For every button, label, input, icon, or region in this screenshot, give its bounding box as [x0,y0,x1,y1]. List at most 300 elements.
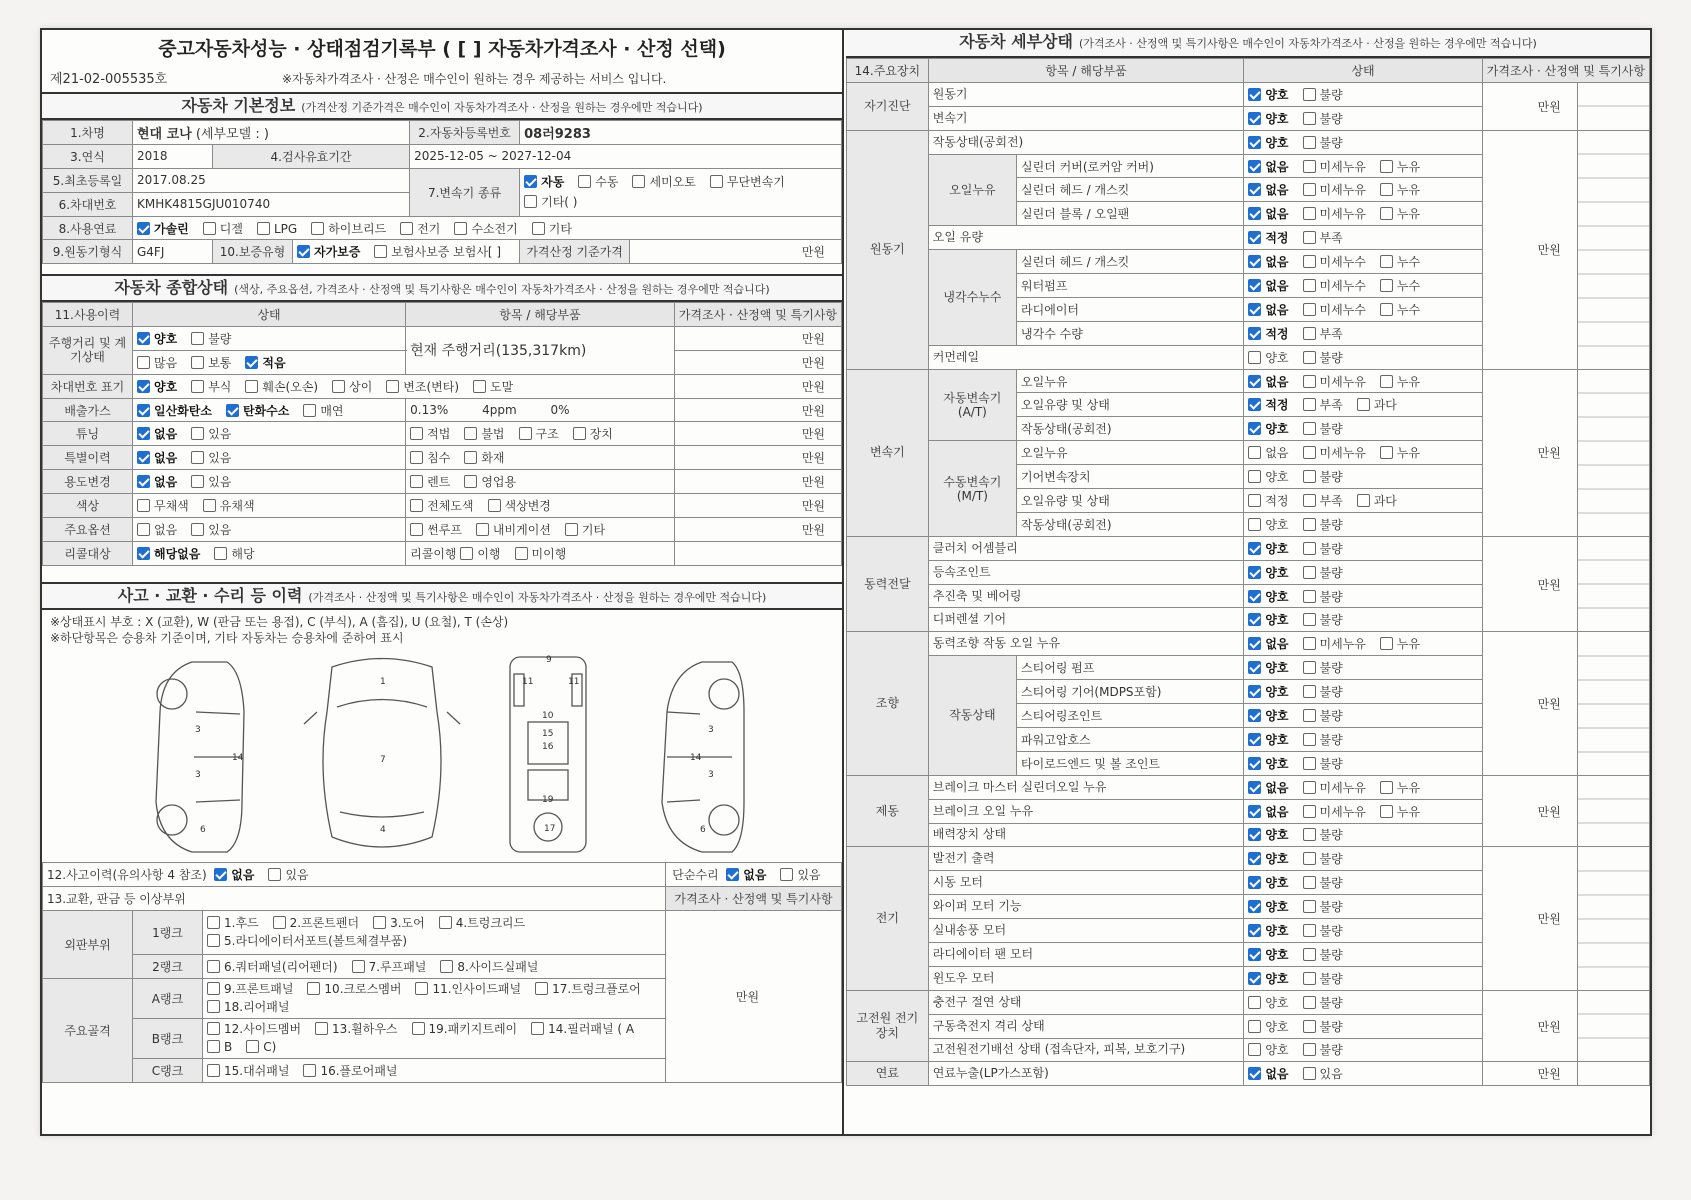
checkbox-icon [1248,422,1261,435]
checkbox-option[interactable]: 전기 [400,220,440,237]
checkbox-icon [1380,255,1393,268]
checkbox-option[interactable]: 없음 [1248,803,1288,820]
checkbox-option[interactable]: 미세누수 [1303,253,1366,270]
checkbox-icon [1248,207,1261,220]
checkbox-icon [473,380,486,393]
checkbox-icon [1248,972,1261,985]
checkbox-option[interactable]: 양호 [1248,731,1288,748]
checkbox-option[interactable]: 부족 [1303,229,1343,246]
checkbox-option[interactable]: 없음 [1248,253,1288,270]
checkbox-option[interactable]: 18.리어패널 [207,998,289,1016]
checkbox-icon [1380,279,1393,292]
checkbox-option[interactable]: 없음 [214,866,254,883]
checkbox-icon [1303,112,1316,125]
checkbox-option[interactable]: 14.필러패널 ( A [531,1020,634,1038]
checkbox-icon [1248,924,1261,937]
checkbox-option[interactable]: 불량 [1303,707,1343,724]
checkbox-option[interactable]: 양호 [1248,970,1288,987]
checkbox-option[interactable]: 썬루프 [410,521,462,538]
checkbox-option[interactable]: 양호 [1248,707,1288,724]
checkbox-option[interactable]: 없음 [137,521,177,538]
checkbox-option[interactable]: 불량 [1303,588,1343,605]
checkbox-option[interactable]: 적정 [1248,325,1288,342]
checkbox-option[interactable]: 적정 [1248,492,1288,509]
checkbox-option[interactable]: 양호 [1248,898,1288,915]
checkbox-option[interactable]: 양호 [1248,420,1288,437]
checkbox-option[interactable]: 불량 [1303,564,1343,581]
checkbox-icon [1248,446,1261,459]
checkbox-icon [1248,900,1261,913]
checkbox-option[interactable]: 없음 [1248,277,1288,294]
checkbox-option[interactable]: 없음 [137,473,177,490]
checkbox-option[interactable]: 없음 [1248,301,1288,318]
checkbox-icon [257,222,270,235]
checkbox-option[interactable]: 수소전기 [454,220,517,237]
checkbox-option[interactable]: 불량 [1303,874,1343,891]
checkbox-icon [1303,805,1316,818]
checkbox-icon [246,1040,259,1053]
checkbox-option[interactable]: 전체도색 [410,497,473,514]
checkbox-option[interactable]: 기타 [532,220,572,237]
checkbox-option[interactable]: 무단변속기 [710,172,785,192]
checkbox-icon [573,427,586,440]
checkbox-option[interactable]: 불량 [1303,1018,1343,1035]
checkbox-option[interactable]: 부식 [191,378,231,395]
checkbox-option[interactable]: 없음 [137,449,177,466]
svg-text:4: 4 [380,825,386,835]
checkbox-option[interactable]: 디젤 [203,220,243,237]
checkbox-icon [1248,781,1261,794]
checkbox-icon [1303,446,1316,459]
checkbox-option[interactable]: 양호 [137,330,177,347]
checkbox-option[interactable]: 불량 [1303,1041,1343,1058]
left-page [42,30,844,1134]
checkbox-icon [1303,900,1316,913]
checkbox-option[interactable]: 불량 [1303,970,1343,987]
checkbox-icon [1248,996,1261,1009]
svg-text:11: 11 [568,677,580,687]
checkbox-option[interactable]: 있음 [191,521,231,538]
vehicle-diagram [132,652,772,862]
checkbox-option[interactable]: 19.패키지트레이 [412,1020,518,1038]
checkbox-option[interactable]: 불량 [1303,659,1343,676]
checkbox-icon [1303,494,1316,507]
checkbox-option[interactable]: 불량 [1303,683,1343,700]
checkbox-icon [1303,398,1316,411]
checkbox-option[interactable]: 자가보증 [297,243,360,260]
accident-table: 12.사고이력(유의사항 4 참조) 없음 있음 단순수리 없음 있음 13.교환, 판금 등 이상부위 가격조사 · 산정액 및 특기사항 외판부위 1랭크 1.후드 2.프론트펜더 3.도어 4.트렁크리드5.라디에이터서포트(볼트체결부품) 만원 2랭크 6.쿼터패널(리어펜더) 7.루프패널 8.사이드실패널 주요골격 A랭크 9.프론트패널 10.크로스멤버 11.인사이드패널 17.트렁크플로어18.리어패널 B랭크 12.사이드멤버 13.휠하우스 19.패키지트레이 14.필러패널 ( AB C) C랭크 15.대쉬패널 16.플로어패널 [42,862,842,1083]
checkbox-option[interactable]: 불량 [1303,420,1343,437]
checkbox-icon [1248,566,1261,579]
checkbox-icon [137,547,150,560]
checkbox-icon [1303,136,1316,149]
svg-text:1: 1 [380,677,386,687]
checkbox-option[interactable]: 양호 [1248,1018,1288,1035]
checkbox-option[interactable]: 세미오토 [632,172,695,192]
checkbox-option[interactable]: 과다 [1357,396,1397,413]
checkbox-option[interactable]: 불량 [1303,516,1343,533]
checkbox-icon [297,245,310,258]
checkbox-option[interactable]: 7.루프패널 [352,958,427,975]
checkbox-option[interactable]: 누유 [1380,444,1420,461]
checkbox-icon [1248,398,1261,411]
checkbox-option[interactable]: 적정 [1248,396,1288,413]
svg-text:6: 6 [700,825,706,835]
checkbox-icon [137,427,150,440]
checkbox-option[interactable]: 해당없음 [137,545,200,562]
checkbox-option[interactable]: 도말 [473,378,513,395]
checkbox-option[interactable]: 양호 [1248,349,1288,366]
checkbox-option[interactable]: 미세누유 [1303,635,1366,652]
checkbox-option[interactable]: 적법 [410,425,450,442]
checkbox-option[interactable]: 양호 [1248,468,1288,485]
checkbox-icon [1248,876,1261,889]
checkbox-option[interactable]: 없음 [1248,779,1288,796]
checkbox-icon [1380,637,1393,650]
checkbox-icon [1380,160,1393,173]
checkbox-option[interactable]: 누수 [1380,253,1420,270]
checkbox-option[interactable]: 11.인사이드패널 [415,980,521,998]
checkbox-option[interactable]: 양호 [1248,659,1288,676]
checkbox-option[interactable]: 양호 [1248,516,1288,533]
checkbox-option[interactable]: 4.트렁크리드 [439,914,525,932]
checkbox-option[interactable]: 화재 [464,449,504,466]
checkbox-option[interactable]: 불량 [1303,946,1343,963]
checkbox-icon [1303,183,1316,196]
checkbox-option[interactable]: 있음 [191,425,231,442]
checkbox-icon [1303,733,1316,746]
checkbox-icon [226,404,239,417]
checkbox-option[interactable]: 없음 [1248,158,1288,175]
svg-text:10: 10 [542,711,554,721]
checkbox-option[interactable]: 없음 [726,866,766,883]
checkbox-icon [476,523,489,536]
checkbox-option[interactable]: 훼손(오손) [245,378,318,395]
checkbox-option[interactable]: 누수 [1380,277,1420,294]
checkbox-icon [352,960,365,973]
checkbox-option[interactable]: 양호 [1248,874,1288,891]
detail-heading: 자동차 세부상태 (가격조사 · 산정액 및 특기사항은 매수인이 자동차가격조사 · 산정을 원하는 경우에만 적습니다) [846,30,1650,58]
checkbox-icon [1303,160,1316,173]
checkbox-option[interactable]: 양호 [1248,86,1288,103]
checkbox-icon [1248,661,1261,674]
checkbox-icon [307,982,320,995]
checkbox-option[interactable]: 있음 [780,866,820,883]
checkbox-icon [1248,494,1261,507]
checkbox-option[interactable]: 보통 [191,354,231,371]
checkbox-option[interactable]: 미세누수 [1303,301,1366,318]
svg-text:9: 9 [546,655,552,665]
checkbox-option[interactable]: 없음 [1248,373,1288,390]
checkbox-icon [386,380,399,393]
checkbox-option[interactable]: 수동 [578,172,618,192]
checkbox-option[interactable]: C) [246,1038,276,1056]
checkbox-option[interactable]: 미세누유 [1303,158,1366,175]
checkbox-option[interactable]: 양호 [1248,540,1288,557]
checkbox-option[interactable]: 미세누유 [1303,444,1366,461]
checkbox-icon [726,868,739,881]
checkbox-option[interactable]: 미이행 [515,545,567,562]
checkbox-option[interactable]: 미세누유 [1303,803,1366,820]
checkbox-option[interactable]: 자동 [524,172,564,192]
detail-table: 14.주요장치 항목 / 해당부품 상태 가격조사 · 산정액 및 특기사항 자기진단 원동기 양호 불량 만원 변속기 양호 불량 원동기 작동상태(공회전) 양호 불량 만원 오일누유 실린더 커버(로커암 커버) 없음 미세누유 누유 실린더 헤드 / 개스킷 없음 미세누유 누유 실린더 블록 / 오일팬 없음 미세누유 누유 오일 유량 적정 부족 냉각수누수 실린더 헤드 / 개스킷 없음 미세누수 누수 워터펌프 없음 미세누수 누수 라디에이터 없음 미세누수 누수 냉각수 수량 적정 부족 커먼레일 양호 불량 변속기 자동변속기 (A/T) 오일누유 없음 미세누유 누유 만원 오일유량 및 상태 적정 부족 과다 작동상태(공회전) 양호 불량 수동변속기 (M/T) 오일누유 없음 미세누유 누유 기어변속장치 양호 불량 오일유량 및 상태 적정 부족 과다 작동상태(공회전) 양호 불량 동력전달 클러치 어셈블리 양호 불량 만원 등속조인트 양호 불량 추진축 및 베어링 양호 불량 디퍼렌셜 기어 양호 불량 조향 동력조향 작동 오일 누유 없음 미세누유 누유 만원 작동상태 스티어링 펌프 양호 불량 스티어링 기어(MDPS포함) 양호 불량 스티어링조인트 양호 불량 파워고압호스 양호 불량 타이로드엔드 및 볼 조인트 양호 불량 제동 브레이크 마스터 실린더오일 누유 없음 미세누유 누유 만원 브레이크 오일 누유 없음 미세누유 누유 배력장치 상태 양호 불량 전기 발전기 출력 양호 불량 만원 시동 모터 양호 불량 와이퍼 모터 기능 양호 불량 실내송풍 모터 양호 불량 라디에이터 팬 모터 양호 불량 윈도우 모터 양호 불량 고전원 전기장치 충전구 절연 상태 양호 불량 만원 구동축전지 격리 상태 양호 불량 고전원전기배선 상태 (접속단자, 피복, 보호기구) 양호 불량 연료 연료누출(LP가스포함) 없음 있음 만원 [846,58,1650,1086]
checkbox-icon [532,222,545,235]
checkbox-option[interactable]: 양호 [1248,110,1288,127]
checkbox-icon [191,427,204,440]
checkbox-icon [1357,398,1370,411]
checkbox-option[interactable]: 없음 [1248,181,1288,198]
checkbox-icon [137,332,150,345]
checkbox-option[interactable]: 불량 [1303,731,1343,748]
checkbox-icon [1248,805,1261,818]
checkbox-option[interactable]: 양호 [1248,588,1288,605]
checkbox-option[interactable]: 9.프론트패널 [207,980,293,998]
checkbox-icon [374,245,387,258]
checkbox-icon [1303,996,1316,1009]
checkbox-option[interactable]: 누유 [1380,373,1420,390]
checkbox-option[interactable]: 불량 [1303,468,1343,485]
checkbox-option[interactable]: 불량 [1303,134,1343,151]
checkbox-option[interactable]: 누유 [1380,181,1420,198]
checkbox-option[interactable]: 누수 [1380,301,1420,318]
checkbox-option[interactable]: 6.쿼터패널(리어펜더) [207,958,338,975]
checkbox-option[interactable]: 적음 [245,354,285,371]
checkbox-option[interactable]: 많음 [137,354,177,371]
checkbox-icon [1248,828,1261,841]
checkbox-option[interactable]: 보험사보증 보험사[ ] [374,243,501,260]
checkbox-icon [1303,351,1316,364]
checkbox-option[interactable]: 불량 [191,330,231,347]
checkbox-option[interactable]: 미세누유 [1303,181,1366,198]
svg-text:14: 14 [690,753,702,763]
checkbox-option[interactable]: 누유 [1380,635,1420,652]
checkbox-option[interactable]: 불량 [1303,349,1343,366]
checkbox-icon [1248,1067,1261,1080]
checkbox-option[interactable]: 영업용 [464,473,516,490]
checkbox-option[interactable]: 누유 [1380,205,1420,222]
checkbox-option[interactable]: 침수 [410,449,450,466]
checkbox-icon [1248,1043,1261,1056]
checkbox-option[interactable]: 있음 [191,473,231,490]
checkbox-option[interactable]: 있음 [1303,1065,1343,1082]
checkbox-icon [400,222,413,235]
svg-text:6: 6 [200,825,206,835]
checkbox-option[interactable]: 양호 [1248,134,1288,151]
checkbox-option[interactable]: 과다 [1357,492,1397,509]
checkbox-option[interactable]: 내비게이션 [476,521,551,538]
service-notice: ※자동차가격조사 · 산정은 매수인이 원하는 경우 제공하는 서비스 입니다. [282,72,667,86]
checkbox-icon [1303,566,1316,579]
checkbox-option[interactable]: 변조(변타) [386,378,459,395]
checkbox-option[interactable]: 부족 [1303,492,1343,509]
checkbox-option[interactable]: 양호 [1248,683,1288,700]
checkbox-option[interactable]: 기타( ) [524,192,577,212]
checkbox-option[interactable]: 5.라디에이터서포트(볼트체결부품) [207,932,407,950]
checkbox-option[interactable]: 불법 [464,425,504,442]
checkbox-icon [207,1022,220,1035]
checkbox-option[interactable]: 양호 [1248,755,1288,772]
checkbox-icon [214,868,227,881]
checkbox-icon [1303,1043,1316,1056]
checkbox-icon [1380,805,1393,818]
checkbox-icon [578,175,591,188]
checkbox-option[interactable]: 3.도어 [373,914,425,932]
checkbox-option[interactable]: 불량 [1303,611,1343,628]
checkbox-icon [454,222,467,235]
checkbox-icon [137,356,150,369]
serial-number: 제21-02-005535호 [50,72,168,87]
checkbox-option[interactable]: 1.후드 [207,914,259,932]
checkbox-option[interactable]: 미세누수 [1303,277,1366,294]
checkbox-icon [1380,183,1393,196]
checkbox-icon [632,175,645,188]
checkbox-icon [1248,852,1261,865]
checkbox-option[interactable]: 무채색 [137,497,189,514]
checkbox-option[interactable]: 해당 [214,545,254,562]
checkbox-option[interactable]: 양호 [1248,1041,1288,1058]
checkbox-option[interactable]: B [207,1038,232,1056]
checkbox-option[interactable]: 양호 [1248,826,1288,843]
checkbox-option[interactable]: 양호 [137,378,177,395]
checkbox-option[interactable]: 미세누유 [1303,779,1366,796]
checkbox-icon [1380,303,1393,316]
checkbox-icon [245,356,258,369]
checkbox-option[interactable]: 불량 [1303,994,1343,1011]
checkbox-option[interactable]: LPG [257,222,297,236]
checkbox-icon [191,380,204,393]
checkbox-option[interactable]: 없음 [137,425,177,442]
checkbox-option[interactable]: 불량 [1303,540,1343,557]
checkbox-option[interactable]: 누유 [1380,803,1420,820]
checkbox-icon [1303,88,1316,101]
checkbox-option[interactable]: 불량 [1303,86,1343,103]
checkbox-icon [191,356,204,369]
checkbox-icon [1303,590,1316,603]
checkbox-option[interactable]: 있음 [191,449,231,466]
checkbox-icon [1248,351,1261,364]
checkbox-option[interactable]: 누유 [1380,779,1420,796]
checkbox-option[interactable]: 17.트렁크플로어 [535,980,641,998]
right-page [846,30,1650,1134]
svg-text:15: 15 [542,729,554,739]
checkbox-option[interactable]: 13.휠하우스 [315,1020,397,1038]
overall-status-table: 11.사용이력 상태 항목 / 해당부품 가격조사 · 산정액 및 특기사항 주행거리 및 계기상태 양호 불량 현재 주행거리(135,317km) 만원 많음 보통 적음 만원 차대번호 표기 양호 부식 훼손(오손) 상이 변조(변타) 도말 만원 배출가스 일산화탄소 탄화수소 매연 0.13% 4ppm 0% 만원 튜닝 없음 있음 적법 불법 구조 장치 만원 특별이력 없음 있음 침수 화재 만원 용도변경 없음 있음 렌트 영업용 만원 색상 무채색 유채색 전체도색 색상변경 만원 주요옵션 없음 있음 썬루프 내비게이션 기타 만원 리콜대상 해당없음 해당 리콜이행 이행 미이행 [42,302,842,566]
checkbox-option[interactable]: 없음 [1248,635,1288,652]
checkbox-option[interactable]: 15.대쉬패널 [207,1062,289,1079]
checkbox-option[interactable]: 없음 [1248,1065,1288,1082]
checkbox-icon [1303,518,1316,531]
checkbox-option[interactable]: 적정 [1248,229,1288,246]
checkbox-icon [1248,470,1261,483]
checkbox-icon [1303,255,1316,268]
checkbox-option[interactable]: 불량 [1303,922,1343,939]
svg-text:3: 3 [195,770,201,780]
checkbox-option[interactable]: 없음 [1248,444,1288,461]
checkbox-icon [1248,709,1261,722]
checkbox-icon [535,982,548,995]
checkbox-icon [214,547,227,560]
checkbox-icon [440,960,453,973]
checkbox-option[interactable]: 부족 [1303,325,1343,342]
checkbox-option[interactable]: 기타 [565,521,605,538]
checkbox-icon [1248,733,1261,746]
checkbox-option[interactable]: 16.플로어패널 [303,1062,397,1079]
checkbox-option[interactable]: 상이 [332,378,372,395]
checkbox-icon [1248,231,1261,244]
checkbox-option[interactable]: 미세누유 [1303,373,1366,390]
checkbox-option[interactable]: 양호 [1248,850,1288,867]
checkbox-option[interactable]: 불량 [1303,110,1343,127]
checkbox-icon [1248,279,1261,292]
checkbox-option[interactable]: 불량 [1303,898,1343,915]
checkbox-option[interactable]: 불량 [1303,850,1343,867]
passenger-car-note: ※하단항목은 승용차 기준이며, 기타 자동차는 승용차에 준하여 표시 [50,631,404,645]
checkbox-icon [460,547,473,560]
checkbox-icon [410,427,423,440]
checkbox-icon [1248,303,1261,316]
svg-text:7: 7 [380,755,386,765]
checkbox-option[interactable]: 매연 [303,402,343,419]
svg-text:3: 3 [708,770,714,780]
checkbox-icon [1248,375,1261,388]
checkbox-option[interactable]: 12.사이드멤버 [207,1020,301,1038]
checkbox-option[interactable]: 불량 [1303,826,1343,843]
checkbox-option[interactable]: 없음 [1248,205,1288,222]
checkbox-icon [137,523,150,536]
checkbox-option[interactable]: 색상변경 [488,497,551,514]
checkbox-option[interactable]: 8.사이드실패널 [440,958,538,975]
checkbox-option[interactable]: 부족 [1303,396,1343,413]
checkbox-option[interactable]: 유채색 [203,497,255,514]
checkbox-option[interactable]: 하이브리드 [311,220,386,237]
checkbox-option[interactable]: 2.프론트펜더 [273,914,359,932]
checkbox-icon [710,175,723,188]
checkbox-option[interactable]: 양호 [1248,564,1288,581]
checkbox-icon [137,475,150,488]
svg-text:19: 19 [542,795,554,805]
checkbox-icon [137,222,150,235]
checkbox-icon [1248,685,1261,698]
checkbox-option[interactable]: 일산화탄소 [137,402,212,419]
checkbox-icon [1303,852,1316,865]
checkbox-option[interactable]: 양호 [1248,946,1288,963]
checkbox-icon [137,451,150,464]
checkbox-option[interactable]: 구조 [519,425,559,442]
checkbox-option[interactable]: 미세누유 [1303,205,1366,222]
checkbox-icon [1303,637,1316,650]
checkbox-icon [1303,422,1316,435]
checkbox-option[interactable]: 누유 [1380,158,1420,175]
checkbox-icon [1248,1020,1261,1033]
checkbox-icon [268,868,281,881]
car-side-right [662,662,744,852]
checkbox-option[interactable]: 탄화수소 [226,402,289,419]
checkbox-icon [1303,327,1316,340]
checkbox-option[interactable]: 양호 [1248,922,1288,939]
basic-info-heading: 자동차 기본정보 (가격산정 기준가격은 매수인이 자동차가격조사 · 산정을 원하는 경우에만 적습니다) [42,92,842,120]
checkbox-option[interactable]: 렌트 [410,473,450,490]
checkbox-option[interactable]: 양호 [1248,994,1288,1011]
checkbox-option[interactable]: 양호 [1248,611,1288,628]
checkbox-option[interactable]: 가솔린 [137,220,189,237]
checkbox-option[interactable]: 장치 [573,425,613,442]
checkbox-icon [524,195,537,208]
checkbox-option[interactable]: 불량 [1303,755,1343,772]
checkbox-option[interactable]: 이행 [460,545,500,562]
checkbox-icon [1303,303,1316,316]
checkbox-option[interactable]: 10.크로스멤버 [307,980,401,998]
checkbox-option[interactable]: 있음 [268,866,308,883]
